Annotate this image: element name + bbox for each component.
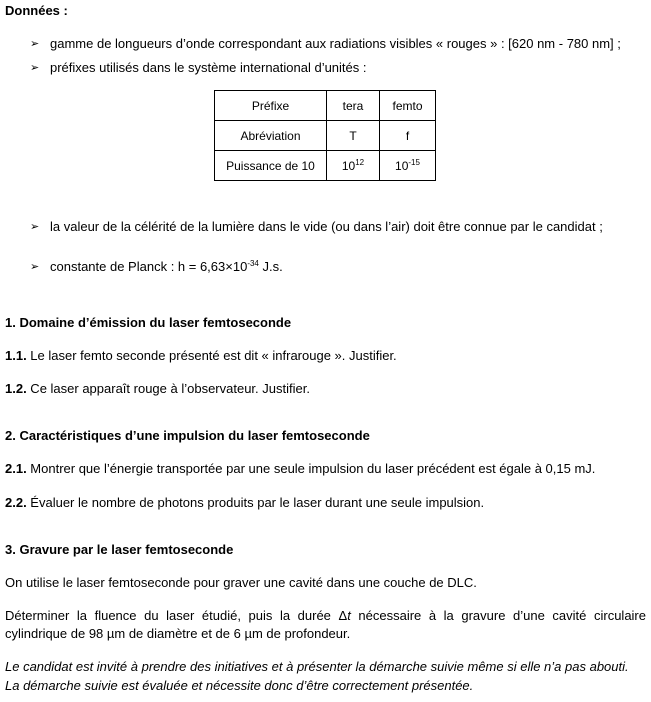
power-exponent: 12	[355, 157, 365, 167]
power-exponent: -15	[408, 157, 420, 167]
bullet-visible-range: gamme de longueurs d’onde correspondant aux radiations visibles « rouges » : [620 nm - 780 nm] ;	[50, 36, 621, 51]
table-row	[215, 151, 436, 181]
question-text: Ce laser apparaît rouge à l’observateur. Justifier.	[26, 381, 310, 396]
question-2-2	[5, 495, 484, 510]
question-text: Évaluer le nombre de photons produits par le laser durant une seule impulsion.	[26, 495, 485, 510]
task-text: Déterminer la fluence du laser étudié, puis la durée	[5, 608, 339, 623]
time-symbol: t	[347, 608, 351, 623]
bullet-marker: ➢	[30, 221, 40, 233]
bullet-si-prefixes: préfixes utilisés dans le système international d’unités :	[50, 60, 367, 75]
planck-exponent: -34	[247, 259, 259, 268]
prefix-table	[214, 90, 436, 181]
table-cell	[380, 151, 436, 181]
table-cell: f	[380, 121, 436, 151]
power-base: 10	[341, 158, 356, 173]
donnees-heading: Données :	[5, 3, 68, 18]
bullet-marker: ➢	[30, 261, 40, 273]
table-cell: Préfixe	[215, 91, 327, 121]
table-cell: tera	[327, 91, 380, 121]
task-text: nécessaire à la gravure d’une cavité circulaire cylindrique de 98 µm de diamètre et de 6 µm de profondeur.	[5, 608, 646, 641]
question-1-1	[5, 348, 397, 363]
table-cell: Puissance de 10	[215, 151, 327, 181]
table-row	[215, 121, 436, 151]
section3-intro: On utilise le laser femtoseconde pour graver une cavité dans une couche de DLC.	[5, 575, 477, 590]
question-text: Le laser femto seconde présenté est dit « infrarouge ». Justifier.	[26, 348, 397, 363]
section3-note-line2: La démarche suivie est évaluée et nécessite donc d’être correctement présentée.	[5, 678, 474, 693]
section1-title: 1. Domaine d’émission du laser femtoseconde	[5, 315, 292, 330]
section3-task	[5, 607, 646, 643]
question-number: 2.1.	[5, 461, 27, 476]
planck-unit: J.s.	[258, 259, 283, 274]
table-cell: T	[327, 121, 380, 151]
question-number: 2.2.	[5, 495, 27, 510]
planck-text: constante de Planck : h = 6,63×10	[50, 259, 248, 274]
bullet-marker: ➢	[30, 38, 40, 50]
table-cell	[327, 151, 380, 181]
bullet-light-speed: la valeur de la célérité de la lumière dans le vide (ou dans l’air) doit être connue par le candidat ;	[50, 219, 603, 234]
section2-title: 2. Caractéristiques d’une impulsion du laser femtoseconde	[5, 428, 370, 443]
question-1-2	[5, 381, 310, 396]
question-number: 1.2.	[5, 381, 27, 396]
question-number: 1.1.	[5, 348, 27, 363]
delta-symbol: Δ	[338, 608, 348, 623]
section3-title: 3. Gravure par le laser femtoseconde	[5, 542, 234, 557]
bullet-marker: ➢	[30, 62, 40, 74]
bullet-planck-constant	[50, 259, 283, 274]
power-base: 10	[395, 158, 409, 173]
table-cell: Abréviation	[215, 121, 327, 151]
section3-note-line1: Le candidat est invité à prendre des initiatives et à présenter la démarche suivie même si elle n’a pas abouti.	[5, 659, 629, 674]
question-2-1	[5, 461, 595, 476]
question-text: Montrer que l’énergie transportée par une seule impulsion du laser précédent est égale à 0,15 mJ.	[26, 461, 596, 476]
table-cell: femto	[380, 91, 436, 121]
table-row	[215, 91, 436, 121]
